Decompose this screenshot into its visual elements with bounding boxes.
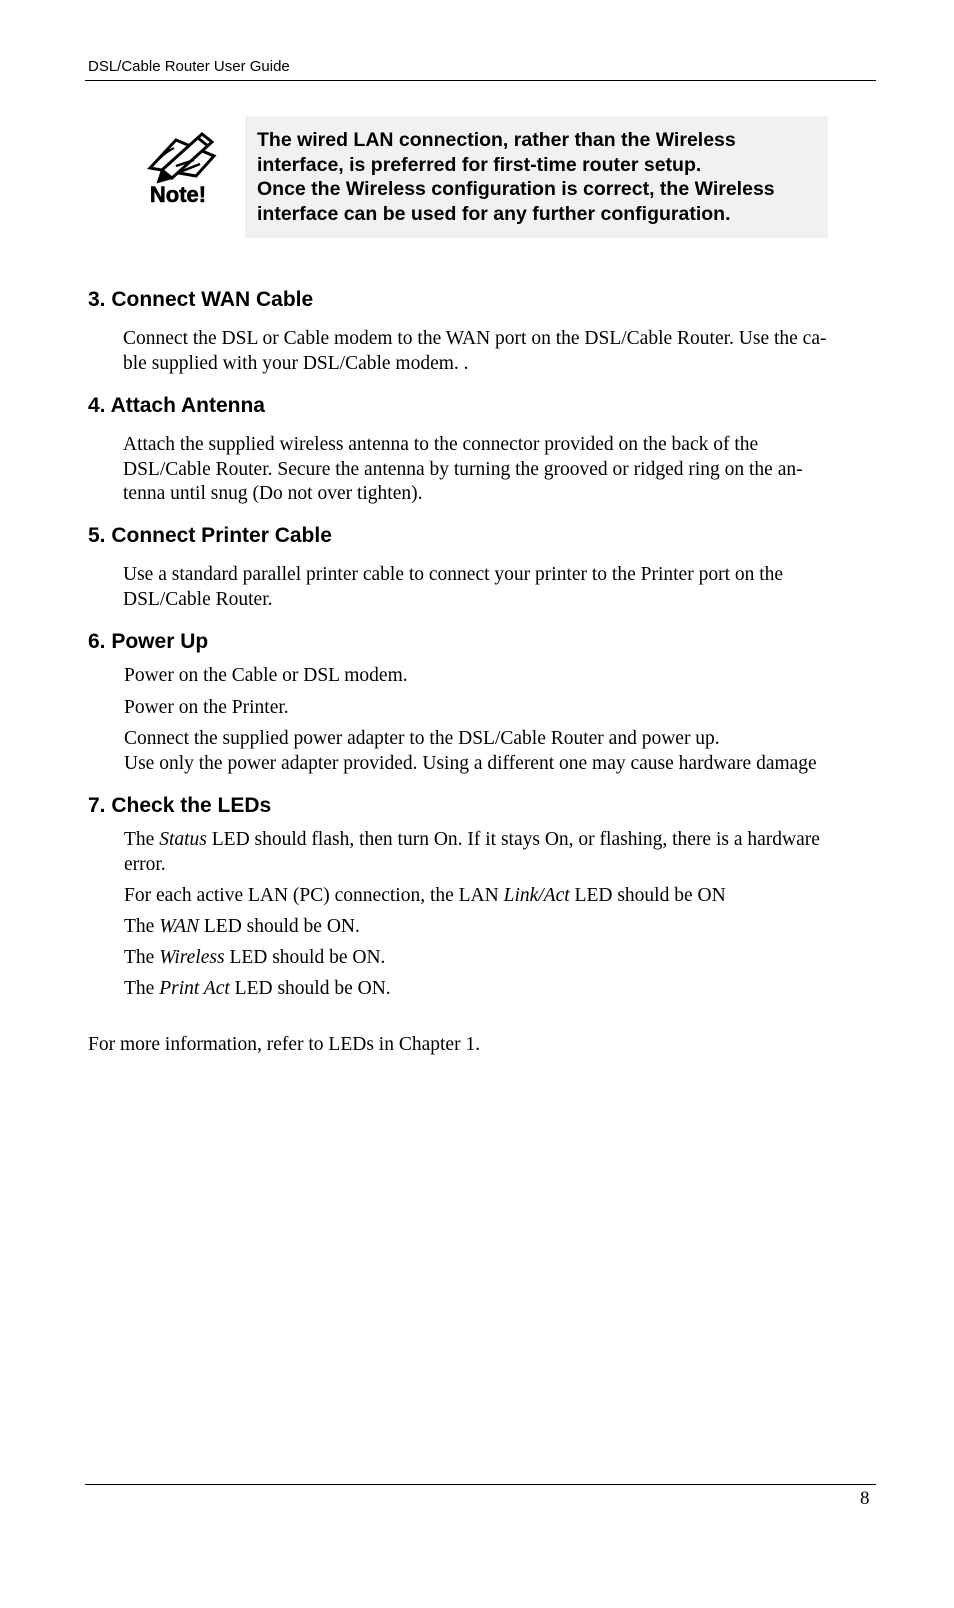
section-body-antenna [123, 433, 803, 507]
note-line: interface, is preferred for first-time router setup. [257, 153, 702, 176]
text-line: Use a standard parallel printer cable to connect your printer to the Printer port on the [123, 564, 784, 585]
text-line: Attach the supplied wireless antenna to the connector provided on the back of the [123, 434, 759, 455]
led-name: Link/Act [503, 885, 570, 906]
text-line: DSL/Cable Router. Secure the antenna by turning the grooved or ridged ring on the an- [123, 458, 803, 480]
note-icon-label: Note! [149, 182, 207, 207]
section-heading-antenna: 4. Attach Antenna [88, 394, 265, 417]
note-line: The wired LAN connection, rather than the Wireless [257, 129, 736, 151]
led-name: Print Act [159, 978, 230, 999]
text-line: The Status LED should flash, then turn On. If it stays On, or flashing, there is a hardware [124, 829, 820, 850]
section-heading-printer: 5. Connect Printer Cable [88, 524, 332, 547]
led-print-text: The Print Act LED should be ON. [124, 978, 391, 999]
page-number: 8 [860, 1488, 870, 1509]
section-heading-wan: 3. Connect WAN Cable [88, 288, 314, 311]
text-line: DSL/Cable Router. [123, 588, 273, 610]
text-line: ble supplied with your DSL/Cable modem. . [123, 352, 469, 374]
led-wireless-text: The Wireless LED should be ON. [124, 947, 386, 968]
section-body-wan [123, 327, 827, 376]
led-wan-text: The WAN LED should be ON. [124, 916, 360, 937]
header-rule [85, 80, 876, 81]
power-step-modem: Power on the Cable or DSL modem. [124, 665, 408, 686]
running-header: DSL/Cable Router User Guide [88, 58, 290, 75]
text-line: Connect the supplied power adapter to the DSL/Cable Router and power up. [124, 728, 720, 749]
note-line: Once the Wireless configuration is correct, the Wireless [257, 178, 775, 200]
text-line: tenna until snug (Do not over tighten). [123, 483, 423, 504]
more-info-text: For more information, refer to LEDs in Chapter 1. [88, 1034, 481, 1055]
led-name: WAN [159, 916, 200, 937]
led-status-text [124, 828, 820, 877]
note-line: interface can be used for any further configuration. [257, 202, 731, 225]
text-line: Use only the power adapter provided. Using a different one may cause hardware damage [124, 752, 817, 774]
section-heading-leds: 7. Check the LEDs [88, 794, 272, 817]
note-icon [136, 126, 222, 208]
footer-rule [85, 1484, 876, 1485]
led-name: Wireless [159, 947, 225, 968]
section-heading-power: 6. Power Up [88, 630, 209, 653]
section-body-printer [123, 563, 783, 612]
power-step-printer: Power on the Printer. [124, 697, 289, 718]
text-line: error. [124, 853, 166, 875]
led-lan-text: For each active LAN (PC) connection, the LAN Link/Act LED should be ON [124, 885, 726, 906]
power-step-adapter [124, 727, 817, 776]
led-name: Status [159, 829, 207, 850]
text-line: Connect the DSL or Cable modem to the WAN port on the DSL/Cable Router. Use the ca- [123, 328, 827, 349]
note-callout [245, 116, 828, 238]
